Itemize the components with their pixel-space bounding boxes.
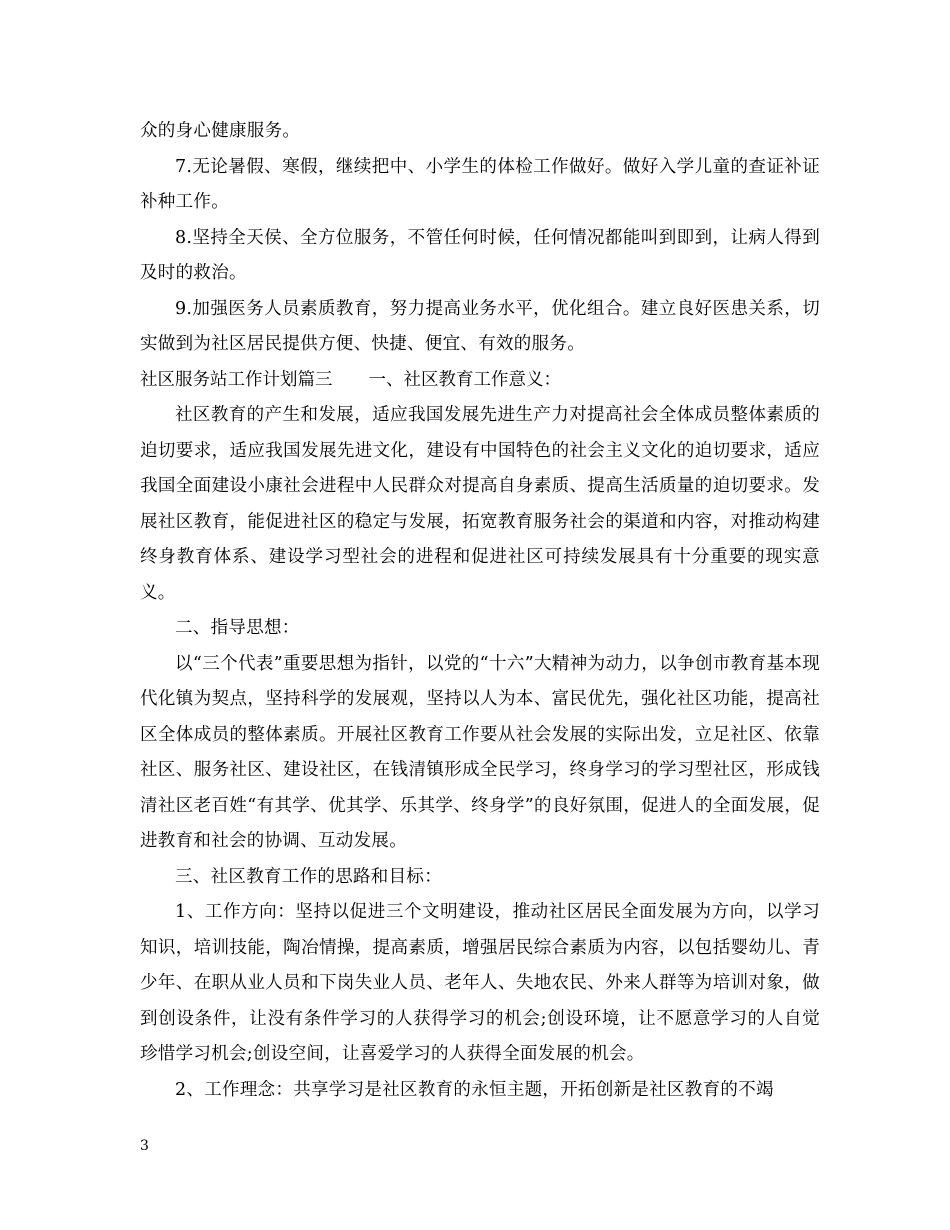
paragraph: 9.加强医务人员素质教育，努力提高业务水平，优化组合。建立良好医患关系，切实做到为社区居民提供方便、快捷、便宜、有效的服务。 <box>140 298 820 354</box>
section-title: 一、社区教育工作意义： <box>368 369 561 390</box>
subheading: 二、指导思想： <box>175 618 300 638</box>
document-body <box>140 114 820 1108</box>
paragraph: 众的身心健康服务。 <box>140 121 301 141</box>
document-title: 社区服务站工作计划篇三 <box>140 369 333 390</box>
paragraph: 1、工作方向：坚持以促进三个文明建设，推动社区居民全面发展为方向，以学习知识，培训技能，陶冶情操，提高素质，增强居民综合素质为内容，以包括婴幼儿、青少年、在职从业人员和下岗失业人员、老年人、失地农民、外来人群等为培训对象，做到创设条件，让没有条件学习的人获得学习的机会;创设环境，让不愿意学习的人自觉珍惜学习机会;创设空间，让喜爱学习的人获得全面发展的机会。 <box>140 902 820 1064</box>
paragraph: 社区教育的产生和发展，适应我国发展先进生产力对提高社会全体成员整体素质的迫切要求，适应我国发展先进文化，建设有中国特色的社会主义文化的迫切要求，适应我国全面建设小康社会进程中人民群众对提高自身素质、提高生活质量的迫切要求。发展社区教育，能促进社区的稳定与发展，拓宽教育服务社会的渠道和内容，对推动构建终身教育体系、建设学习型社会的进程和促进社区可持续发展具有十分重要的现实意义。 <box>140 405 820 603</box>
paragraph: 2、工作理念：共享学习是社区教育的永恒主题，开拓创新是社区教育的不竭 <box>175 1079 774 1100</box>
page-number: 3 <box>140 1138 149 1154</box>
subheading: 三、社区教育工作的思路和目标： <box>175 866 442 887</box>
paragraph: 以“三个代表”重要思想为指针，以党的“十六”大精神为动力，以争创市教育基本现代化镇为契点，坚持科学的发展观，坚持以人为本、富民优先，强化社区功能，提高社区全体成员的整体素质。开展社区教育工作要从社会发展的实际出发，立足社区、依靠社区、服务社区、建设社区，在钱清镇形成全民学习，终身学习的学习型社区，形成钱清社区老百姓“有其学、优其学、乐其学、终身学”的良好氛围，促进人的全面发展，促进教育和社会的协调、互动发展。 <box>140 653 820 851</box>
paragraph: 8.坚持全天侯、全方位服务，不管任何时候，任何情况都能叫到即到，让病人得到及时的救治。 <box>140 227 820 283</box>
section-heading <box>140 363 820 399</box>
paragraph: 7.无论暑假、寒假，继续把中、小学生的体检工作做好。做好入学儿童的查证补证补种工作。 <box>140 156 820 212</box>
